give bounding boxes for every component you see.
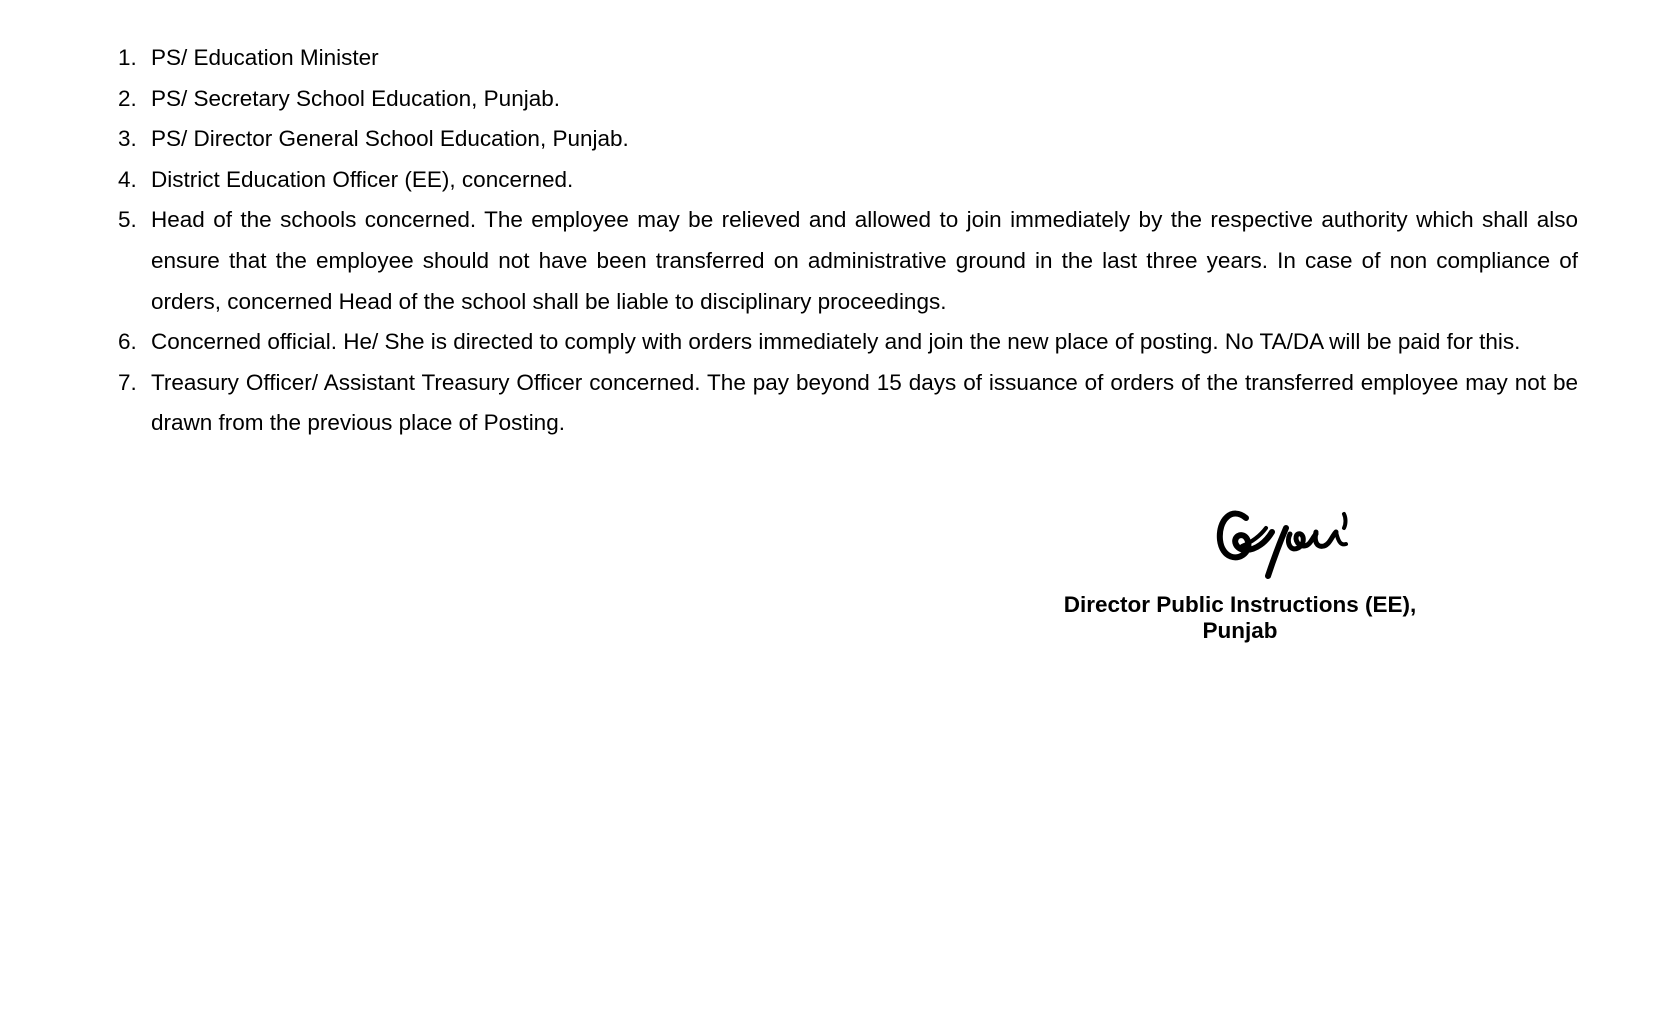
list-item-number: 1.	[118, 45, 137, 70]
list-item-number: 6.	[118, 329, 137, 355]
signatory-block	[1000, 592, 1480, 644]
list-item-text: Head of the schools concerned. The employee may be relieved and allowed to join immediately by the respective authority which shall also ensure that the employee should not have been transferred on administrative ground in the last three years. In case of non compliance of orders, concerned Head of the school shall be liable to disciplinary proceedings.	[151, 207, 1578, 314]
handwritten-signature-icon	[1212, 496, 1352, 582]
list-item-text: PS/ Director General School Education, Punjab.	[151, 126, 629, 152]
list-item-number: 2.	[118, 85, 137, 111]
list-item	[114, 79, 1578, 120]
distribution-list	[114, 38, 1578, 444]
list-item	[114, 200, 1578, 322]
list-item-text: Treasury Officer/ Assistant Treasury Officer concerned. The pay beyond 15 days of issuance of orders of the transferred employee may not be drawn from the previous place of Posting.	[151, 369, 1578, 436]
signatory-location: Punjab	[1202, 618, 1278, 643]
list-item-number: 5.	[118, 207, 137, 233]
list-item	[114, 322, 1578, 363]
list-item-text: Concerned official. He/ She is directed to comply with orders immediately and join the new place of posting. No TA/DA will be paid for this.	[151, 329, 1521, 355]
list-item	[114, 119, 1578, 160]
list-item-number: 4.	[118, 166, 137, 192]
list-item-number: 7.	[118, 369, 137, 395]
list-item-text: PS/ Secretary School Education, Punjab.	[151, 85, 560, 111]
list-item	[114, 160, 1578, 201]
list-item-text: District Education Officer (EE), concerned.	[151, 166, 574, 192]
list-item-number: 3.	[118, 126, 137, 152]
signatory-title: Director Public Instructions (EE),	[1063, 592, 1417, 617]
list-item	[114, 363, 1578, 444]
list-item-text: PS/ Education Minister	[151, 45, 379, 70]
list-item	[114, 38, 1578, 79]
